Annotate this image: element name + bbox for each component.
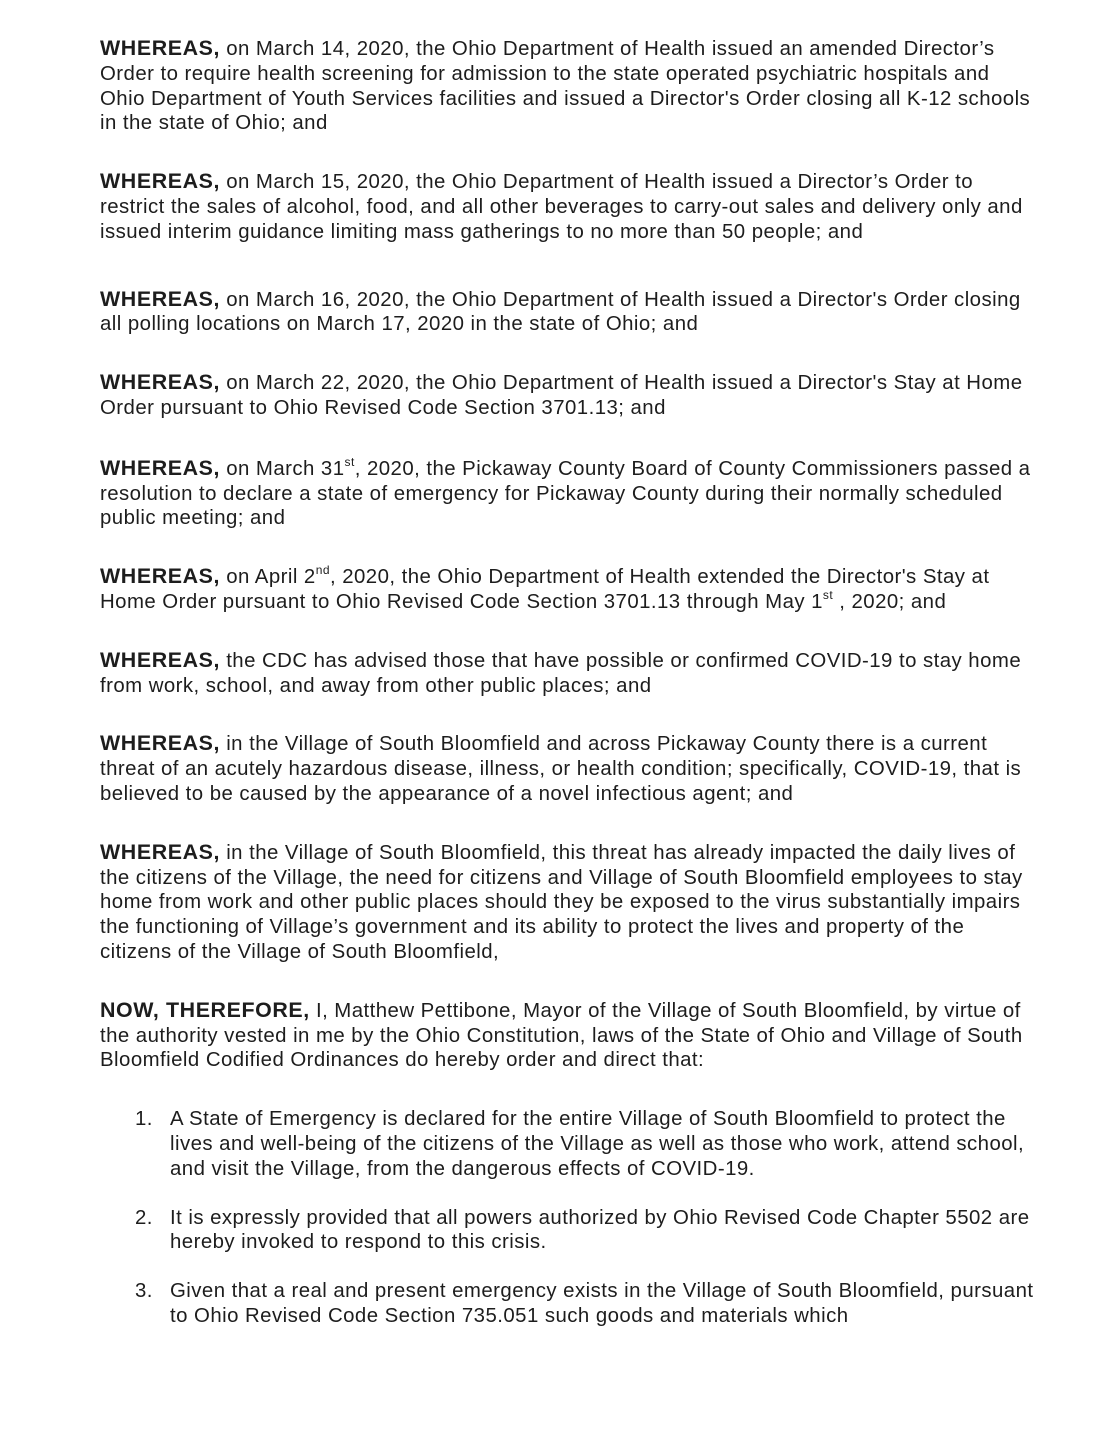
order-item-2	[100, 1206, 1040, 1256]
whereas-paragraph-4	[100, 370, 1040, 421]
order-number: 3.	[135, 1280, 153, 1303]
paragraph-text: on March 15, 2020, the Ohio Department of Health issued a Director’s Order to restrict the sales of alcohol, food, and all other beverages to carry-out sales and delivery only and issued interim guidance limiting mass gatherings to no more than 50 people; and	[100, 171, 1023, 243]
paragraph-text: , 2020; and	[833, 590, 947, 613]
whereas-paragraph-6	[100, 564, 1040, 615]
ordinal-suffix: st	[344, 454, 355, 469]
whereas-paragraph-3	[100, 287, 1040, 338]
whereas-label: WHEREAS,	[100, 839, 221, 864]
whereas-paragraph-8	[100, 731, 1040, 806]
paragraph-text: in the Village of South Bloomfield and across Pickaway County there is a current threat of an acutely hazardous disease, illness, or health condition; specifically, COVID-19, that is believed to be caused by the appearance of a novel infectious agent; and	[100, 733, 1022, 805]
order-text: Given that a real and present emergency exists in the Village of South Bloomfield, pursuant to Ohio Revised Code Section 735.051 such goods and materials which	[170, 1280, 1034, 1327]
whereas-label: WHEREAS,	[100, 36, 221, 60]
ordinal-suffix: nd	[315, 563, 330, 578]
whereas-label: WHEREAS,	[100, 370, 221, 395]
paragraph-text: on April 2	[220, 566, 316, 589]
whereas-label: WHEREAS,	[100, 286, 221, 311]
order-text: It is expressly provided that all powers authorized by Ohio Revised Code Chapter 5502 are hereby invoked to respond to this crisis.	[170, 1206, 1030, 1254]
whereas-label: WHEREAS,	[100, 455, 221, 480]
order-number: 1.	[135, 1108, 153, 1131]
paragraph-text: in the Village of South Bloomfield, this threat has already impacted the daily lives of the citizens of the Village, the need for citizens and Village of South Bloomfield employees to stay home from work and other public places should they be exposed to the virus substantially impairs the functioning of Village’s government and its ability to protect the lives and property of the citizens of the Village of South Bloomfield,	[100, 841, 1023, 963]
whereas-paragraph-2	[100, 169, 1040, 244]
whereas-label: WHEREAS,	[100, 647, 221, 672]
whereas-label: WHEREAS,	[100, 564, 221, 589]
paragraph-text: , 2020, the Pickaway County Board of County Commissioners passed a resolution to declare a state of emergency for Pickaway County during their normally scheduled public meeting; and	[100, 457, 1031, 530]
paragraph-text: the CDC has advised those that have possible or confirmed COVID-19 to stay home from work, school, and away from other public places; and	[100, 649, 1022, 697]
whereas-paragraph-5	[100, 456, 1040, 531]
whereas-label: WHEREAS,	[100, 731, 221, 756]
paragraph-text: on March 22, 2020, the Ohio Department of Health issued a Director's Stay at Home Order pursuant to Ohio Revised Code Section 3701.13; and	[100, 372, 1023, 419]
ordinal-suffix: st	[822, 588, 834, 603]
order-item-3	[100, 1279, 1040, 1329]
whereas-label: WHEREAS,	[100, 169, 221, 194]
paragraph-text: on March 14, 2020, the Ohio Department of Health issued an amended Director’s Order to require health screening for admission to the state operated psychiatric hospitals and Ohio Department of Youth Services facilities and issued a Director's Order closing all K-12 schools in the state of Ohio; and	[100, 38, 1031, 135]
orders-list	[100, 1107, 1040, 1329]
now-therefore-paragraph	[100, 998, 1040, 1073]
paragraph-text: I, Matthew Pettibone, Mayor of the Village of South Bloomfield, by virtue of the authority vested in me by the Ohio Constitution, laws of the State of Ohio and Village of South Bloomfield Codified Ordinances do hereby order and direct that:	[100, 999, 1023, 1072]
document-page	[100, 36, 1040, 1353]
whereas-paragraph-1	[100, 36, 1040, 136]
paragraph-text: on March 16, 2020, the Ohio Department of Health issued a Director's Order closing all polling locations on March 17, 2020 in the state of Ohio; and	[100, 288, 1021, 336]
order-item-1	[100, 1107, 1040, 1181]
order-text: A State of Emergency is declared for the entire Village of South Bloomfield to protect the lives and well-being of the citizens of the Village as well as those who work, attend school, and visit the Village, from the dangerous effects of COVID-19.	[170, 1108, 1025, 1180]
paragraph-text: on March 31	[220, 457, 345, 480]
whereas-paragraph-7	[100, 648, 1040, 699]
whereas-paragraph-9	[100, 840, 1040, 965]
now-therefore-label: NOW, THEREFORE,	[100, 997, 310, 1022]
order-number: 2.	[135, 1206, 153, 1229]
paragraph-text: , 2020, the Ohio Department of Health extended the Director's Stay at Home Order pursuant to Ohio Revised Code Section 3701.13 through May 1	[100, 566, 990, 613]
